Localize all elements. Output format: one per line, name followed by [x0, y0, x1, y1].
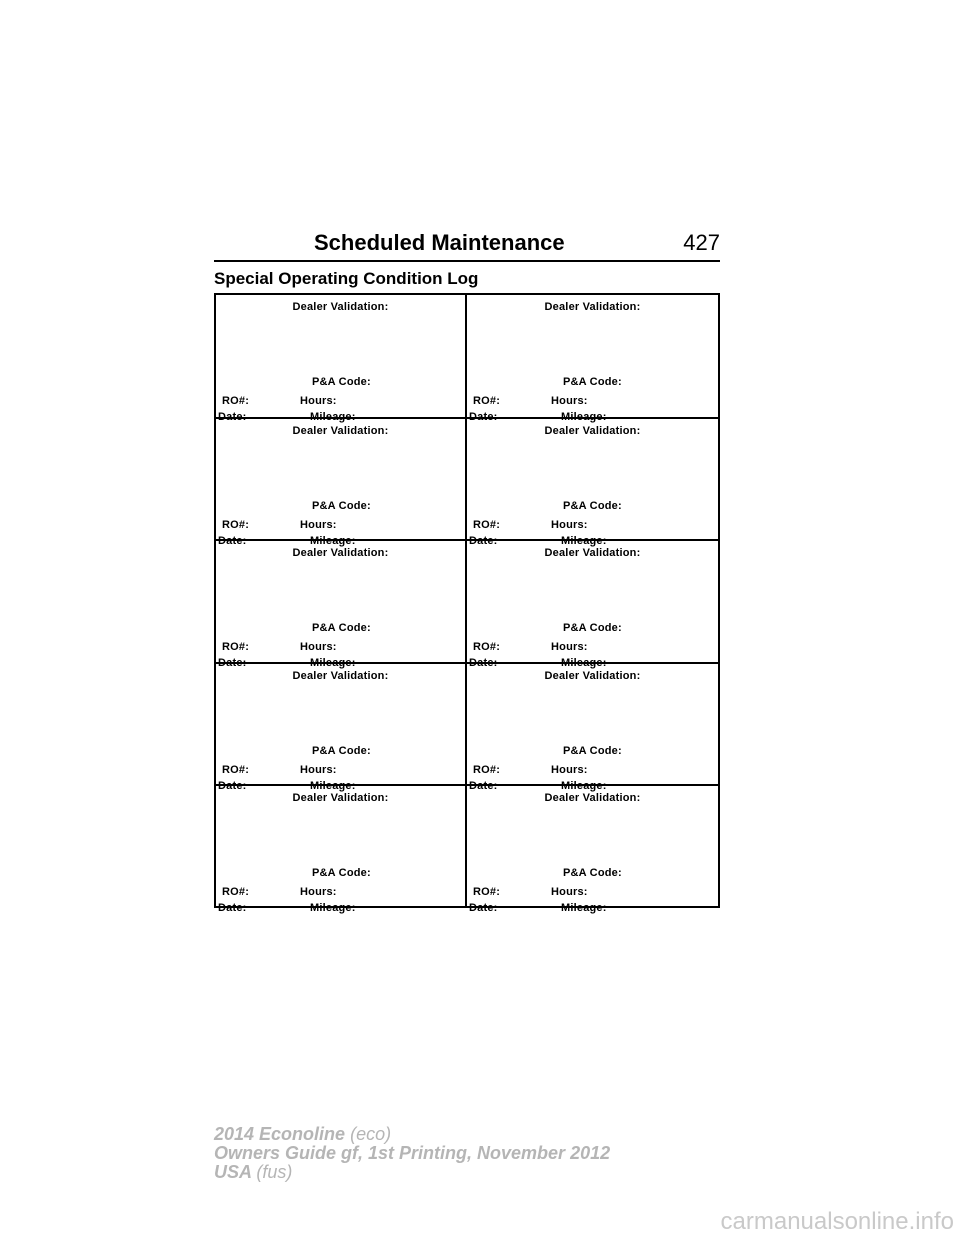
- pa-code-label: P&A Code:: [563, 500, 622, 513]
- log-entry-right: [467, 664, 718, 792]
- mileage-label: Mileage:: [561, 535, 607, 548]
- hours-label: Hours:: [300, 885, 337, 898]
- section-title: Special Operating Condition Log: [214, 269, 479, 288]
- log-entry-right: [467, 295, 718, 423]
- ro-number-label: RO#:: [222, 519, 250, 532]
- mileage-label: Mileage:: [561, 411, 607, 423]
- dealer-validation-label: Dealer Validation:: [544, 425, 641, 438]
- ro-number-label: RO#:: [473, 519, 501, 532]
- log-entry-right: [467, 786, 718, 914]
- date-label: Date:: [469, 779, 498, 792]
- ro-number-label: RO#:: [222, 641, 250, 654]
- hours-label: Hours:: [300, 763, 337, 776]
- dealer-validation-label: Dealer Validation:: [544, 669, 641, 682]
- dealer-validation-label: Dealer Validation:: [544, 301, 641, 313]
- dealer-validation-label: Dealer Validation:: [544, 547, 641, 560]
- watermark: carmanualsonline.info: [720, 1208, 954, 1235]
- page-title: Scheduled Maintenance: [314, 230, 565, 255]
- ro-number-label: RO#:: [473, 885, 501, 898]
- log-entry-right: [467, 419, 718, 548]
- hours-label: Hours:: [551, 885, 588, 898]
- log-entry-left: [216, 295, 467, 423]
- dealer-validation-label: Dealer Validation:: [292, 791, 389, 804]
- footer-model-code: (eco): [350, 1124, 392, 1144]
- log-entry-left: [216, 664, 467, 792]
- dealer-validation-label: Dealer Validation:: [544, 791, 641, 804]
- log-row: [216, 784, 718, 914]
- ro-number-label: RO#:: [473, 763, 501, 776]
- mileage-label: Mileage:: [561, 657, 607, 670]
- date-label: Date:: [469, 901, 498, 914]
- date-label: Date:: [218, 411, 247, 423]
- pa-code-label: P&A Code:: [312, 744, 371, 757]
- date-label: Date:: [218, 779, 247, 792]
- log-row: [216, 295, 718, 423]
- page-header: [214, 228, 720, 262]
- hours-label: Hours:: [551, 641, 588, 654]
- hours-label: Hours:: [551, 395, 588, 407]
- mileage-label: Mileage:: [561, 901, 607, 914]
- log-row: [216, 662, 718, 792]
- ro-number-label: RO#:: [473, 641, 501, 654]
- date-label: Date:: [469, 411, 498, 423]
- mileage-label: Mileage:: [310, 779, 356, 792]
- maintenance-log-table: [214, 293, 720, 914]
- log-entry-left: [216, 419, 467, 548]
- date-label: Date:: [218, 657, 247, 670]
- date-label: Date:: [218, 535, 247, 548]
- dealer-validation-label: Dealer Validation:: [292, 425, 389, 438]
- mileage-label: Mileage:: [310, 901, 356, 914]
- ro-number-label: RO#:: [222, 763, 250, 776]
- mileage-label: Mileage:: [561, 779, 607, 792]
- footer-edition: Owners Guide gf, 1st Printing, November 2012: [214, 1143, 611, 1163]
- document-footer: [214, 1125, 610, 1182]
- footer-model: 2014 Econoline: [214, 1124, 346, 1144]
- footer-market-code: (fus): [256, 1162, 293, 1182]
- hours-label: Hours:: [551, 519, 588, 532]
- ro-number-label: RO#:: [222, 885, 250, 898]
- dealer-validation-label: Dealer Validation:: [292, 301, 389, 313]
- date-label: Date:: [469, 657, 498, 670]
- log-row: [216, 417, 718, 548]
- hours-label: Hours:: [300, 395, 337, 407]
- pa-code-label: P&A Code:: [563, 866, 622, 879]
- date-label: Date:: [218, 901, 247, 914]
- mileage-label: Mileage:: [310, 657, 356, 670]
- pa-code-label: P&A Code:: [312, 866, 371, 879]
- page-number: 427: [683, 230, 720, 255]
- pa-code-label: P&A Code:: [312, 500, 371, 513]
- pa-code-label: P&A Code:: [312, 622, 371, 635]
- ro-number-label: RO#:: [222, 395, 250, 407]
- log-entry-left: [216, 786, 467, 914]
- dealer-validation-label: Dealer Validation:: [292, 547, 389, 560]
- pa-code-label: P&A Code:: [563, 622, 622, 635]
- dealer-validation-label: Dealer Validation:: [292, 669, 389, 682]
- log-entry-left: [216, 541, 467, 670]
- log-entry-right: [467, 541, 718, 670]
- pa-code-label: P&A Code:: [312, 376, 371, 388]
- ro-number-label: RO#:: [473, 395, 501, 407]
- log-row: [216, 539, 718, 670]
- footer-market: USA: [214, 1162, 252, 1182]
- hours-label: Hours:: [551, 763, 588, 776]
- mileage-label: Mileage:: [310, 411, 356, 423]
- date-label: Date:: [469, 535, 498, 548]
- pa-code-label: P&A Code:: [563, 744, 622, 757]
- pa-code-label: P&A Code:: [563, 376, 622, 388]
- mileage-label: Mileage:: [310, 535, 356, 548]
- hours-label: Hours:: [300, 519, 337, 532]
- hours-label: Hours:: [300, 641, 337, 654]
